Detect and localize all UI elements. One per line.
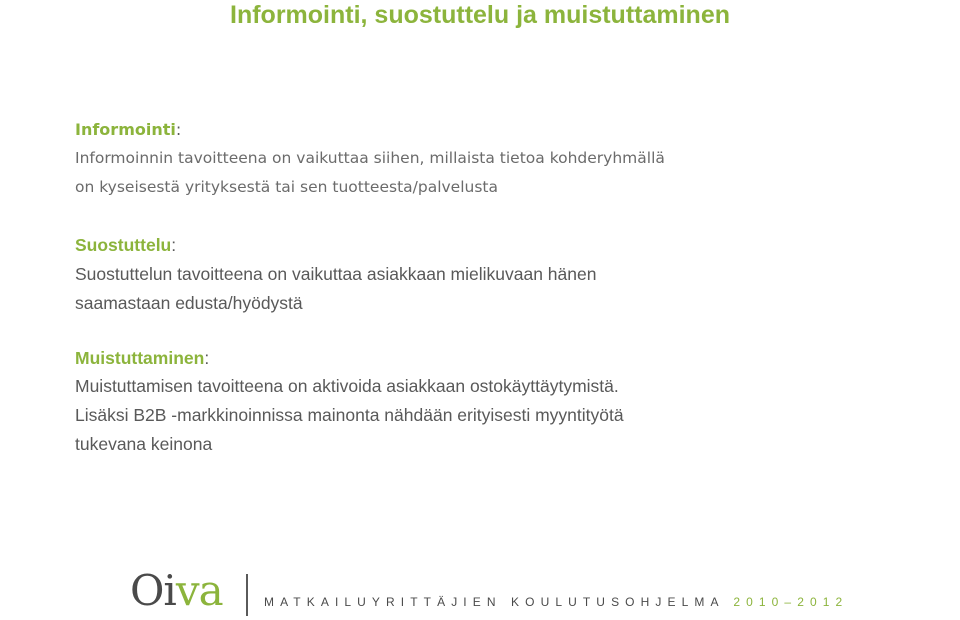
slide-content <box>75 116 915 485</box>
body-line: tukevana keinona <box>75 434 213 454</box>
body-line: on kyseisestä yrityksestä tai sen tuotteesta/palvelusta <box>75 178 498 196</box>
body-line: Lisäksi B2B -markkinoinnissa mainonta nähdään erityisesti myyntityötä <box>75 405 624 425</box>
footer-tagline <box>264 595 848 609</box>
body-line: Informoinnin tavoitteena on vaikuttaa siihen, millaista tietoa kohderyhmällä <box>75 149 665 167</box>
oiva-logo <box>130 568 223 614</box>
section-heading <box>75 230 915 260</box>
section-heading <box>75 116 915 144</box>
body-line: Muistuttamisen tavoitteena on aktivoida asiakkaan ostokäyttäytymistä. <box>75 376 619 396</box>
section-heading-colon: : <box>175 120 182 139</box>
section-heading <box>75 344 915 372</box>
body-line: Suostuttelun tavoitteena on vaikuttaa asiakkaan mielikuvaan hänen <box>75 264 597 284</box>
section-heading-label: Suostuttelu <box>75 235 172 255</box>
slide-title: Informointi, suostuttelu ja muistuttaminen <box>230 1 730 29</box>
section-suostuttelu <box>75 230 915 318</box>
section-heading-colon: : <box>171 235 177 255</box>
footer <box>0 560 960 620</box>
program-years: 2010–2012 <box>733 595 849 609</box>
section-heading-label: Informointi <box>75 120 176 139</box>
logo-text-green: va <box>175 566 223 615</box>
body-line: saamastaan edusta/hyödystä <box>75 293 303 313</box>
footer-divider <box>246 574 248 616</box>
logo-text-dark: Oi <box>130 566 176 615</box>
section-heading-colon: : <box>204 348 210 368</box>
program-name: MATKAILUYRITTÄJIEN KOULUTUSOHJELMA <box>264 595 734 609</box>
section-muistuttaminen <box>75 344 915 459</box>
section-heading-label: Muistuttaminen <box>75 348 205 368</box>
section-informointi <box>75 116 915 202</box>
